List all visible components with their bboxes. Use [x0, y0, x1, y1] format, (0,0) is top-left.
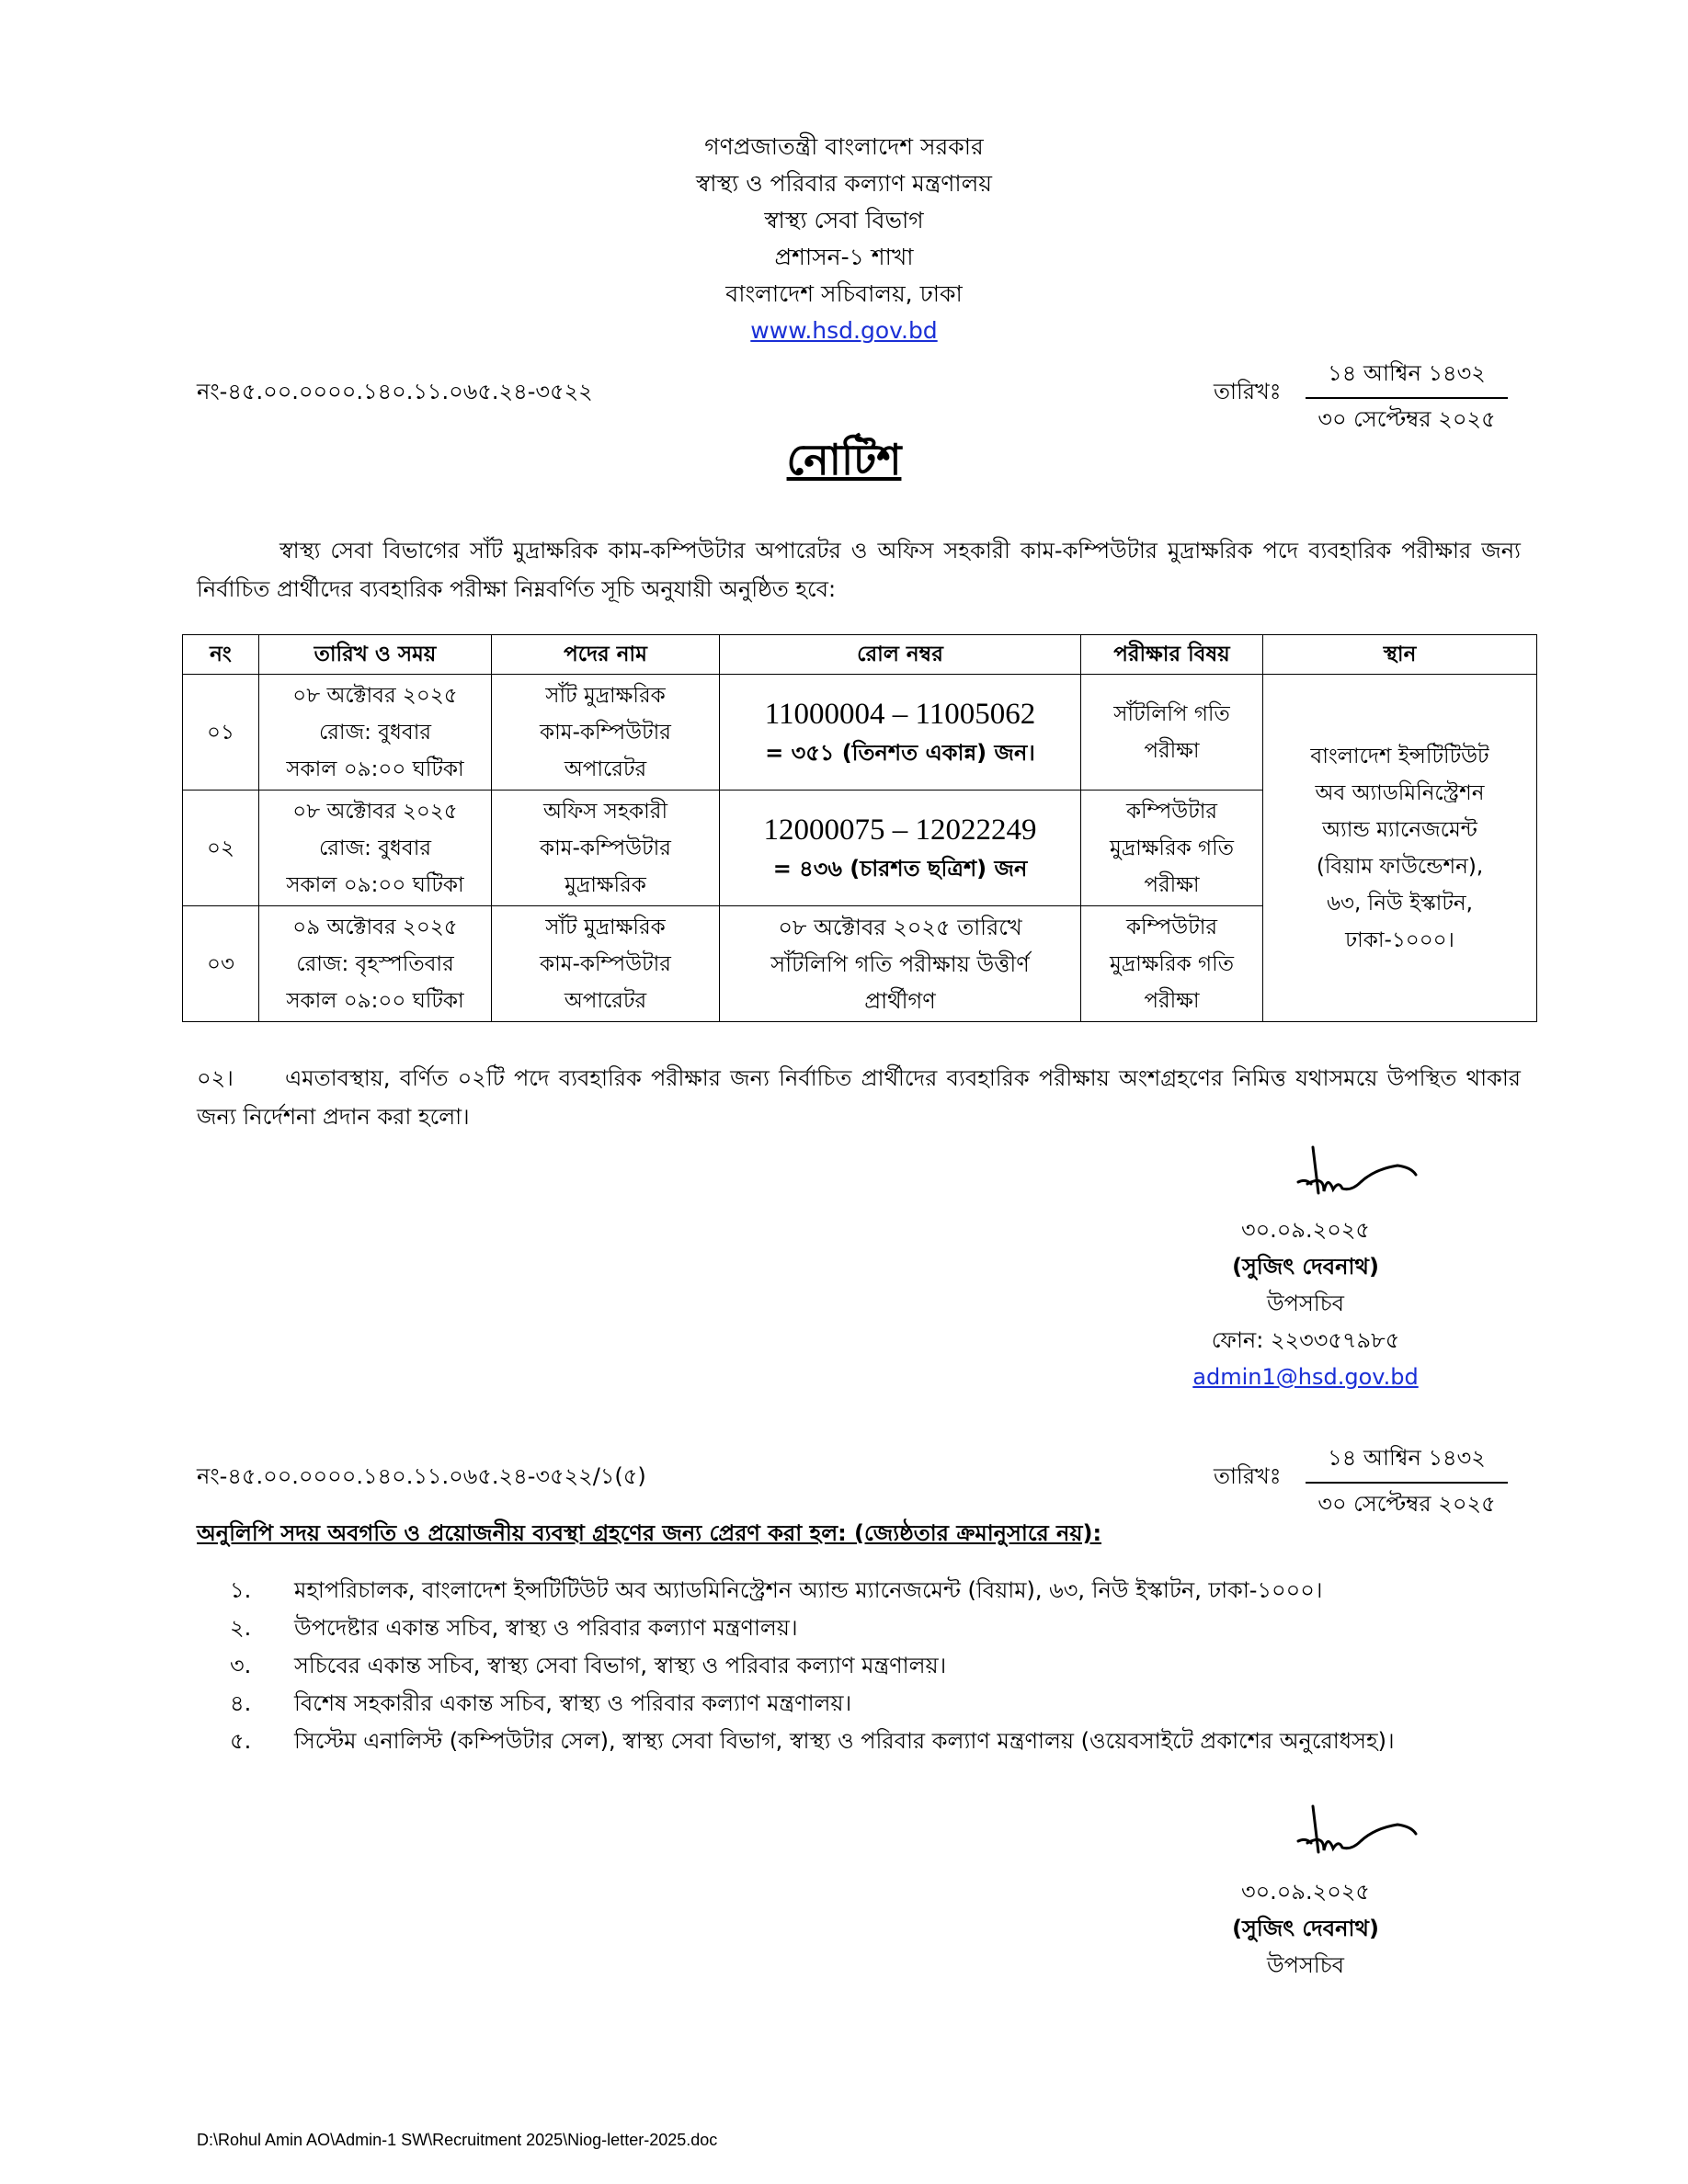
date-english-copy: ৩০ সেপ্টেম্বর ২০২৫	[1317, 1491, 1496, 1517]
copy-list	[230, 1572, 1522, 1760]
row-date-time: ০৮ অক্টোবর ২০২৫ রোজ: বুধবার সকাল ০৯:০০ ঘটিকা	[259, 791, 492, 906]
list-item: ৪. বিশেষ সহকারীর একান্ত সচিব, স্বাস্থ্য ও পরিবার কল্যাণ মন্ত্রণালয়।	[230, 1690, 852, 1716]
intro-paragraph: স্বাস্থ্য সেবা বিভাগের সাঁট মুদ্রাক্ষরিক কাম-কম্পিউটার অপারেটর ও অফিস সহকারী কাম-কম্পিউটার মুদ্রাক্ষরিক পদে ব্যবহারিক পরীক্ষার জন্য নির্বাচিত প্রার্থীদের ব্যবহারিক পরীক্ষা নিম্নবর্ণিত সূচি অনুযায়ী অনুষ্ঠিত হবে:	[197, 538, 1521, 602]
row-number: ০২	[183, 791, 259, 906]
row-post: সাঁট মুদ্রাক্ষরিক কাম-কম্পিউটার অপারেটর	[492, 906, 720, 1022]
signature-mark	[1287, 1138, 1434, 1211]
signature-block-1	[1168, 1211, 1443, 1395]
copy-heading: অনুলিপি সদয় অবগতি ও প্রয়োজনীয় ব্যবস্থা গ্রহণের জন্য প্রেরণ করা হল: (জ্যেষ্ঠতার ক্রমানুসারে নয়):	[197, 1520, 1102, 1546]
table-header-row	[183, 635, 1537, 675]
schedule-table	[182, 634, 1537, 1022]
col-header-date: তারিখ ও সময়	[259, 635, 492, 675]
col-header-post: পদের নাম	[492, 635, 720, 675]
table-row	[183, 675, 1537, 791]
signatory-name: (সুজিৎ দেবনাথ)	[1232, 1254, 1379, 1280]
row-number: ০৩	[183, 906, 259, 1022]
header-address: বাংলাদেশ সচিবালয়, ঢাকা	[725, 280, 963, 307]
list-item: ৩. সচিবের একান্ত সচিব, স্বাস্থ্য সেবা বিভাগ, স্বাস্থ্য ও পরিবার কল্যাণ মন্ত্রণালয়।	[230, 1653, 947, 1678]
list-item: ২. উপদেষ্টার একান্ত সচিব, স্বাস্থ্য ও পরিবার কল্যাণ মন্ত্রণালয়।	[230, 1615, 798, 1641]
memo-date	[1306, 357, 1508, 439]
row-date-time: ০৮ অক্টোবর ২০২৫ রোজ: বুধবার সকাল ০৯:০০ ঘটিকা	[259, 675, 492, 791]
date-bangla: ১৪ আশ্বিন ১৪৩২	[1306, 357, 1508, 399]
date-label: তারিখঃ	[1214, 379, 1282, 404]
header-branch: প্রশাসন-১ শাখা	[774, 244, 914, 270]
venue-cell: বাংলাদেশ ইন্সটিটিউট অব অ্যাডমিনিস্ট্রেশন অ্যান্ড ম্যানেজমেন্ট (বিয়াম ফাউন্ডেশন), ৬৩, নিউ ইস্কাটন, ঢাকা-১০০০।	[1263, 675, 1537, 1022]
signatory-designation: উপসচিব	[1266, 1291, 1345, 1316]
row-post: সাঁট মুদ্রাক্ষরিক কাম-কম্পিউটার অপারেটর	[492, 675, 720, 791]
signatory-designation: উপসচিব	[1266, 1952, 1345, 1978]
date-label-copy: তারিখঃ	[1214, 1463, 1282, 1489]
date-english: ৩০ সেপ্টেম্বর ২০২৫	[1317, 406, 1496, 432]
row-roll: ০৮ অক্টোবর ২০২৫ তারিখে সাঁটলিপি গতি পরীক্ষায় উত্তীর্ণ প্রার্থীগণ	[720, 906, 1081, 1022]
signature-block-2	[1168, 1873, 1443, 1984]
row-post: অফিস সহকারী কাম-কম্পিউটার মুদ্রাক্ষরিক	[492, 791, 720, 906]
col-header-subject: পরীক্ষার বিষয়	[1081, 635, 1263, 675]
row-date-time: ০৯ অক্টোবর ২০২৫ রোজ: বৃহস্পতিবার সকাল ০৯:০০ ঘটিকা	[259, 906, 492, 1022]
memo-date-copy	[1306, 1441, 1508, 1524]
row-subject: কম্পিউটার মুদ্রাক্ষরিক গতি পরীক্ষা	[1081, 791, 1263, 906]
memo-number-copy: নং-৪৫.০০.০০০০.১৪০.১১.০৬৫.২৪-৩৫২২/১(৫)	[197, 1463, 646, 1489]
list-item: ৫. সিস্টেম এনালিস্ট (কম্পিউটার সেল), স্বাস্থ্য সেবা বিভাগ, স্বাস্থ্য ও পরিবার কল্যাণ মন্ত্রণালয় (ওয়েবসাইটে প্রকাশের অনুরোধসহ)।	[230, 1728, 1395, 1754]
memo-number: নং-৪৫.০০.০০০০.১৪০.১১.০৬৫.২৪-৩৫২২	[197, 379, 593, 404]
date-bangla-copy: ১৪ আশ্বিন ১৪৩২	[1306, 1441, 1508, 1484]
header-division: স্বাস্থ্য সেবা বিভাগ	[764, 207, 924, 233]
letterhead	[0, 129, 1688, 349]
paragraph-2-text: এমতাবস্থায়, বর্ণিত ০২টি পদে ব্যবহারিক পরীক্ষার জন্য নির্বাচিত প্রার্থীদের ব্যবহারিক পরীক্ষায় অংশগ্রহণের নিমিত্ত যথাসময়ে উপস্থিত থাকার জন্য নির্দেশনা প্রদান করা হলো।	[197, 1065, 1521, 1130]
header-ministry: স্বাস্থ্য ও পরিবার কল্যাণ মন্ত্রণালয়	[696, 170, 992, 197]
signature-date: ৩০.০৯.২০২৫	[1240, 1879, 1371, 1905]
row-subject: কম্পিউটার মুদ্রাক্ষরিক গতি পরীক্ষা	[1081, 906, 1263, 1022]
signature-date: ৩০.০৯.২০২৫	[1240, 1217, 1371, 1243]
signatory-phone: ফোন: ২২৩৩৫৭৯৮৫	[1211, 1327, 1400, 1353]
signature-mark-copy	[1287, 1797, 1434, 1871]
list-item: ১. মহাপরিচালক, বাংলাদেশ ইন্সটিটিউট অব অ্যাডমিনিস্ট্রেশন অ্যান্ড ম্যানেজমেন্ট (বিয়াম), ৬৩, নিউ ইস্কাটন, ঢাকা-১০০০।	[230, 1577, 1323, 1603]
row-number: ০১	[183, 675, 259, 791]
notice-title: নোটিশ	[786, 435, 902, 484]
paragraph-2-number: ০২।	[197, 1065, 234, 1091]
row-roll: 11000004 – 11005062 = ৩৫১ (তিনশত একান্ন) জন।	[720, 675, 1081, 791]
paragraph-2	[197, 1059, 1521, 1136]
col-header-venue: স্থান	[1263, 635, 1537, 675]
row-subject: সাঁটলিপি গতি পরীক্ষা	[1081, 675, 1263, 791]
col-header-roll: রোল নম্বর	[720, 635, 1081, 675]
header-government: গণপ্রজাতন্ত্রী বাংলাদেশ সরকার	[704, 133, 984, 160]
website-link[interactable]: www.hsd.gov.bd	[750, 317, 938, 344]
col-header-no: নং	[183, 635, 259, 675]
signatory-email[interactable]: admin1@hsd.gov.bd	[1192, 1364, 1419, 1390]
signatory-name: (সুজিৎ দেবনাথ)	[1232, 1916, 1379, 1941]
file-path-footer: D:\Rohul Amin AO\Admin-1 SW\Recruitment 2025\Niog-letter-2025.doc	[197, 2131, 718, 2149]
row-roll: 12000075 – 12022249 = ৪৩৬ (চারশত ছত্রিশ) জন	[720, 791, 1081, 906]
